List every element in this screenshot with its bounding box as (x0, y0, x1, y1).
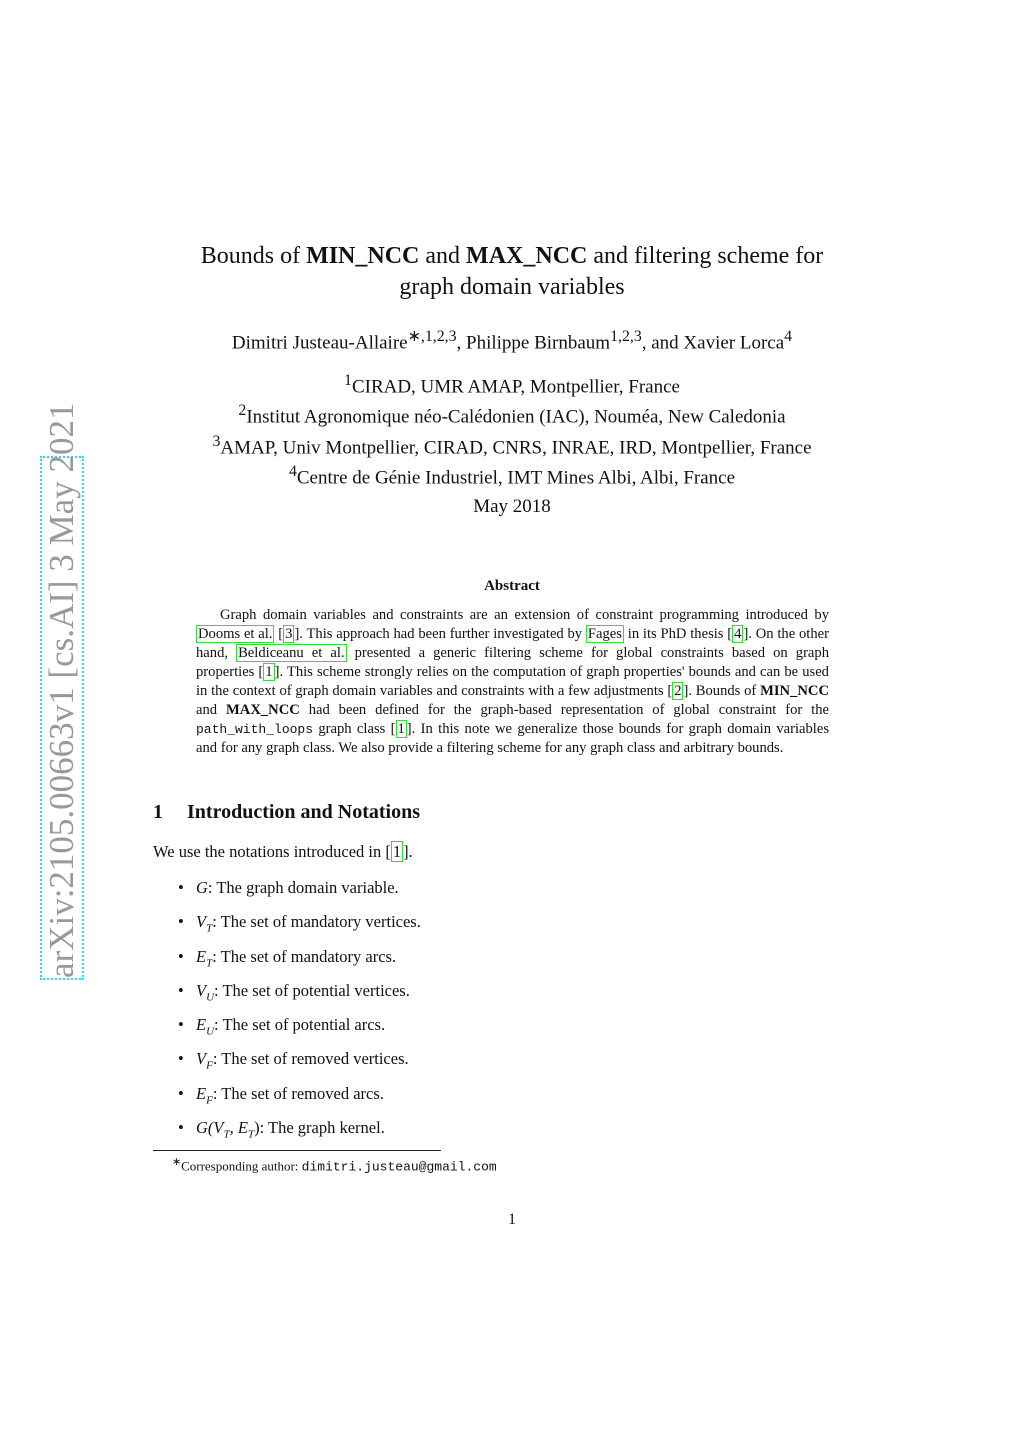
citation-1[interactable]: 1 (265, 664, 273, 680)
list-item: • $V_T$: The set of mandatory vertices. (178, 912, 421, 935)
arxiv-stamp[interactable]: arXiv:2105.00663v1 [cs.AI] 3 May 2021 (40, 456, 84, 980)
paper-title: Bounds of MIN_NCC and MAX_NCC and filtering scheme for graph domain variables (200, 243, 824, 300)
affiliations (0, 369, 1024, 490)
footnote: ∗Corresponding author: dimitri.justeau@gmail.com (172, 1156, 497, 1175)
list-item: • $E_T$: The set of mandatory arcs. (178, 946, 397, 969)
affiliation-2: $^2$Institut Agronomique néo-Calédonien (IAC), Nouméa, New Caledonia (238, 402, 786, 428)
list-item: • $E_U$: The set of potential arcs. (178, 1015, 386, 1038)
affiliation-1: $^1$CIRAD, UMR AMAP, Montpellier, France (344, 372, 680, 398)
link-beldiceanu[interactable]: Beldiceanu et al. (238, 645, 345, 661)
list-item: • $G(V_T$, $E_T$): The graph kernel. (178, 1118, 385, 1141)
abstract-heading: Abstract (484, 578, 540, 594)
abstract-body: Graph domain variables and constraints are an extension of constraint programming introduced by Dooms et al. [ 3 ]. This approach had been further investigated by Fages in its PhD thesis [ 4 ]. On the other hand, Beldiceanu et al. presented a generic filtering scheme for global constraints based on graph properties [ 1 ]. This scheme strongly relies on the computation of graph properties' bounds and can be used in the context of graph domain variables and constraints with a few adjustments [ 2 ]. Bounds of MIN_NCC and MAX_NCC had been defined for the graph-based representation of global constraint for the path_with_loops graph class [ 1 ]. In this note we generalize those bounds for graph domain variables and for any graph class. We also provide a filtering scheme for any graph class and arbitrary bounds. (196, 607, 829, 756)
page-number: 1 (508, 1211, 516, 1228)
list-item: • $E_F$: The set of removed arcs. (178, 1083, 384, 1107)
citation-4[interactable]: 4 (734, 626, 742, 642)
author-list: Dimitri Justeau-Allaire$^{∗,1,2,3}$, Philippe Birnbaum$^{1,2,3}$, and Xavier Lorca$^4$ (231, 328, 793, 354)
citation-1c[interactable]: 1 (392, 842, 402, 861)
citation-2[interactable]: 2 (674, 683, 682, 699)
link-fages[interactable]: Fages (587, 626, 622, 642)
paper-date: May 2018 (473, 496, 551, 517)
footnote-rule (153, 1150, 441, 1151)
list-item: • $V_F$: The set of removed vertices. (178, 1049, 409, 1072)
notation-list (178, 878, 421, 1152)
affiliation-4: $^4$Centre de Génie Industriel, IMT Mines Albi, Albi, France (288, 462, 736, 489)
intro-text: We use the notations introduced in [ 1 ]. (153, 842, 413, 861)
section-heading: 1 Introduction and Notations (153, 801, 421, 823)
list-item: • $V_U$: The set of potential vertices. (178, 980, 410, 1004)
affiliation-3: $^3$AMAP, Univ Montpellier, CIRAD, CNRS, INRAE, IRD, Montpellier, France (212, 432, 812, 458)
citation-3[interactable]: 3 (285, 626, 293, 642)
author-email[interactable]: dimitri.justeau@gmail.com (301, 1159, 497, 1175)
list-item: • G: The graph domain variable. (178, 878, 399, 897)
citation-1b[interactable]: 1 (397, 721, 405, 737)
link-dooms[interactable]: Dooms et al. (198, 626, 273, 642)
